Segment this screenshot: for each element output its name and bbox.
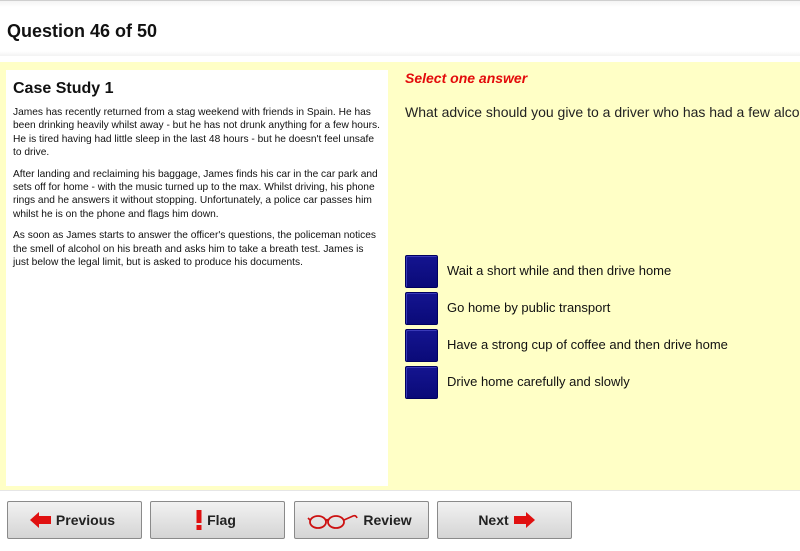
answer-label: Drive home carefully and slowly	[447, 374, 630, 389]
review-button[interactable]	[294, 501, 429, 539]
answer-label: Go home by public transport	[447, 300, 611, 315]
navigation-bar	[0, 490, 800, 551]
flag-button[interactable]	[150, 501, 285, 539]
case-study-title: Case Study 1	[13, 80, 114, 97]
review-label: Review	[363, 512, 412, 528]
question-text: What advice should you give to a driver who has had a few alco	[405, 104, 800, 120]
answer-label: Have a strong cup of coffee and then drive home	[447, 337, 728, 352]
case-study-panel	[6, 70, 388, 486]
answer-option-1[interactable]	[405, 255, 785, 288]
question-counter: Question 46 of 50	[7, 21, 158, 41]
left-arrow-icon	[30, 512, 52, 528]
case-study-paragraph: James has recently returned from a stag weekend with friends in Spain. He has been drinking heavily whilst away - but he has not drunk anything for a few hours. He is tired having had little sleep in the last 48 hours - but he doesn't feel unsafe to drive.	[13, 107, 380, 159]
flag-label: Flag	[207, 512, 236, 528]
previous-label: Previous	[55, 512, 116, 528]
select-instruction: Select one answer	[405, 70, 528, 86]
answer-option-4[interactable]	[405, 366, 785, 399]
answer-option-3[interactable]	[405, 329, 785, 362]
main-content	[0, 62, 800, 490]
right-arrow-icon	[513, 512, 535, 528]
header-bar	[0, 0, 800, 56]
answer-checkbox[interactable]	[405, 329, 438, 362]
case-study-paragraph: As soon as James starts to answer the officer's questions, the policeman notices the smell of alcohol on his breath and asks him to take a breath test. James is just below the legal limit, but is asked to produce his documents.	[13, 230, 377, 269]
next-button[interactable]	[437, 501, 572, 539]
answer-option-2[interactable]	[405, 292, 785, 325]
exclamation-icon	[195, 510, 203, 530]
answer-label: Wait a short while and then drive home	[447, 263, 672, 278]
question-pane	[405, 62, 800, 490]
next-label: Next	[478, 512, 509, 528]
answer-checkbox[interactable]	[405, 366, 438, 399]
glasses-icon	[307, 510, 359, 530]
case-study-paragraph: After landing and reclaiming his baggage, James finds his car in the car park and sets off for home - with the music turned up to the max. Whilst driving, his phone rings and he answers it without stopping. Unfortunately, a police car passes him whilst he is on the phone and flags him down.	[13, 168, 378, 220]
answer-checkbox[interactable]	[405, 255, 438, 288]
previous-button[interactable]	[7, 501, 142, 539]
answer-checkbox[interactable]	[405, 292, 438, 325]
